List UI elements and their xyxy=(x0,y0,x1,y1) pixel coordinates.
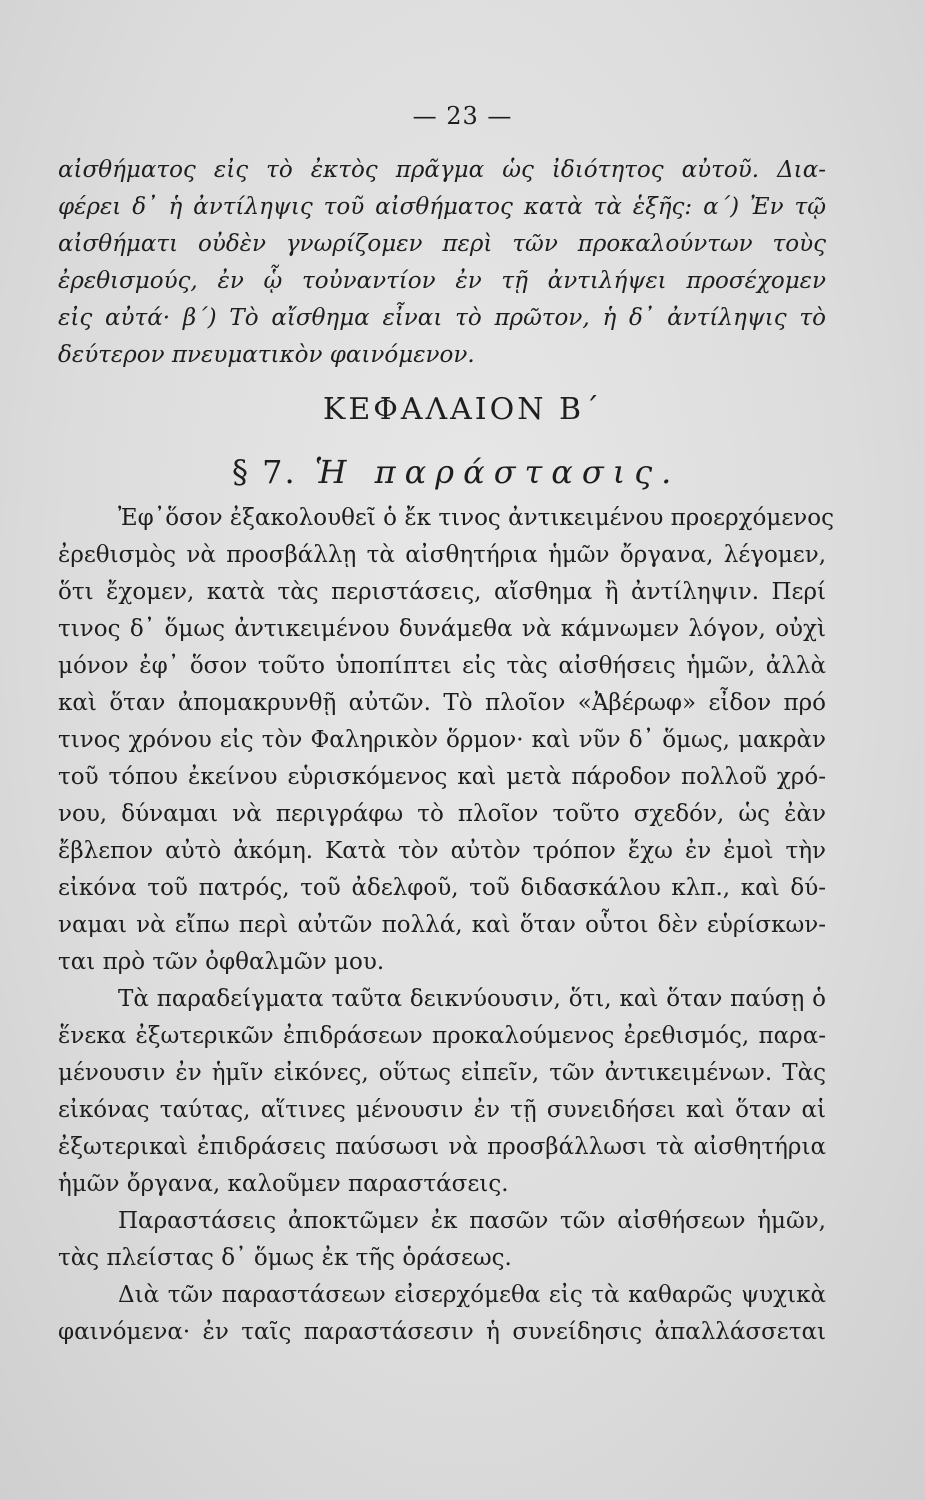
text-line: νου, δύναμαι νὰ περιγράφω τὸ πλοῖον τοῦτο σχεδόν, ὡς ἐὰν xyxy=(58,801,826,827)
intro-paragraph xyxy=(58,152,826,374)
text-line: καὶ ὅταν ἀπομακρυνθῇ αὐτῶν. Τὸ πλοῖον «Ἀβέρωφ» εἶδον πρό xyxy=(58,690,826,716)
text-line: ται πρὸ τῶν ὀφθαλμῶν μου. xyxy=(58,949,385,975)
text-line: ὅτι ἔχομεν, κατὰ τὰς περιστάσεις, αἴσθημα ἢ ἀντίληψιν. Περί xyxy=(58,579,826,605)
section-heading xyxy=(232,453,680,491)
text-line: Διὰ τῶν παραστάσεων εἰσερχόμεθα εἰς τὰ καθαρῶς ψυχικὰ xyxy=(118,1282,826,1308)
text-line: τοῦ τόπου ἐκείνου εὑρισκόμενος καὶ μετὰ πάροδον πολλοῦ χρό- xyxy=(58,764,826,790)
text-line: τινος χρόνου εἰς τὸν Φαληρικὸν ὅρμον· καὶ νῦν δ᾽ ὅμως, μακρὰν xyxy=(58,727,826,753)
text-line: Τὰ παραδείγματα ταῦτα δεικνύουσιν, ὅτι, καὶ ὅταν παύσῃ ὁ xyxy=(118,986,826,1012)
text-line: αἰσθήματος εἰς τὸ ἐκτὸς πρᾶγμα ὡς ἰδιότητος αὐτοῦ. Δια- xyxy=(58,157,826,183)
text-line: ναμαι νὰ εἴπω περὶ αὐτῶν πολλά, καὶ ὅταν οὗτοι δὲν εὑρίσκων- xyxy=(58,912,826,938)
text-line: Ἐφ᾽ὅσον ἐξακολουθεῖ ὁ ἔκ τινος ἀντικειμένου προερχόμενος xyxy=(118,505,834,531)
text-line: μόνον ἐφ᾽ ὅσον τοῦτο ὑποπίπτει εἰς τὰς αἰσθήσεις ἡμῶν, ἀλλὰ xyxy=(58,653,826,679)
text-line: φέρει δ᾽ ἡ ἀντίληψις τοῦ αἰσθήματος κατὰ τὰ ἑξῆς: α΄) Ἐν τῷ xyxy=(58,194,826,220)
page-number: — 23 — xyxy=(412,102,513,130)
text-line: τινος δ᾽ ὅμως ἀντικειμένου δυνάμεθα νὰ κάμνωμεν λόγον, οὐχὶ xyxy=(58,616,826,642)
text-line: δεύτερον πνευματικὸν φαινόμενον. xyxy=(58,342,475,368)
text-line: εἰκόνα τοῦ πατρός, τοῦ ἀδελφοῦ, τοῦ διδασκάλου κλπ., καὶ δύ- xyxy=(58,875,826,901)
text-line: ἐρεθισμούς, ἐν ᾧ τοὐναντίον ἐν τῇ ἀντιλήψει προσέχομεν xyxy=(58,268,826,294)
text-line: ἐξωτερικαὶ ἐπιδράσεις παύσωσι νὰ προσβάλλωσι τὰ αἰσθητήρια xyxy=(58,1134,826,1160)
text-line: Παραστάσεις ἀποκτῶμεν ἐκ πασῶν τῶν αἰσθήσεων ἡμῶν, xyxy=(118,1208,826,1234)
text-line: αἰσθήματι οὐδὲν γνωρίζομεν περὶ τῶν προκαλούντων τοὺς xyxy=(58,231,826,257)
text-line: ἐρεθισμὸς νὰ προσβάλλῃ τὰ αἰσθητήρια ἡμῶν ὄργανα, λέγομεν, xyxy=(58,542,826,568)
text-line: εἰκόνας ταύτας, αἵτινες μένουσιν ἐν τῇ συνειδήσει καὶ ὅταν αἱ xyxy=(58,1097,826,1123)
section-title: Ἡ παράστασις. xyxy=(314,453,681,491)
body-text xyxy=(58,500,834,1351)
text-line: ἔβλεπον αὐτὸ ἀκόμη. Κατὰ τὸν αὐτὸν τρόπον ἔχω ἐν ἐμοὶ τὴν xyxy=(58,838,826,864)
text-line: τὰς πλείστας δ᾽ ὅμως ἐκ τῆς ὁράσεως. xyxy=(58,1245,512,1271)
text-line: φαινόμενα· ἐν ταῖς παραστάσεσιν ἡ συνείδησις ἀπαλλάσσεται xyxy=(58,1319,826,1345)
text-line: ἡμῶν ὄργανα, καλοῦμεν παραστάσεις. xyxy=(58,1171,509,1197)
text-line: μένουσιν ἐν ἡμῖν εἰκόνες, οὕτως εἰπεῖν, τῶν ἀντικειμένων. Τὰς xyxy=(58,1060,826,1086)
text-line: ἕνεκα ἐξωτερικῶν ἐπιδράσεων προκαλούμενος ἐρεθισμός, παρα- xyxy=(58,1023,826,1049)
text-line: εἰς αὐτά· β΄) Τὸ αἴσθημα εἶναι τὸ πρῶτον, ἡ δ᾽ ἀντίληψις τὸ xyxy=(58,305,826,331)
section-number: § 7. xyxy=(232,453,297,491)
chapter-heading: ΚΕΦΑΛΑΙΟΝ Β΄ xyxy=(322,392,603,427)
